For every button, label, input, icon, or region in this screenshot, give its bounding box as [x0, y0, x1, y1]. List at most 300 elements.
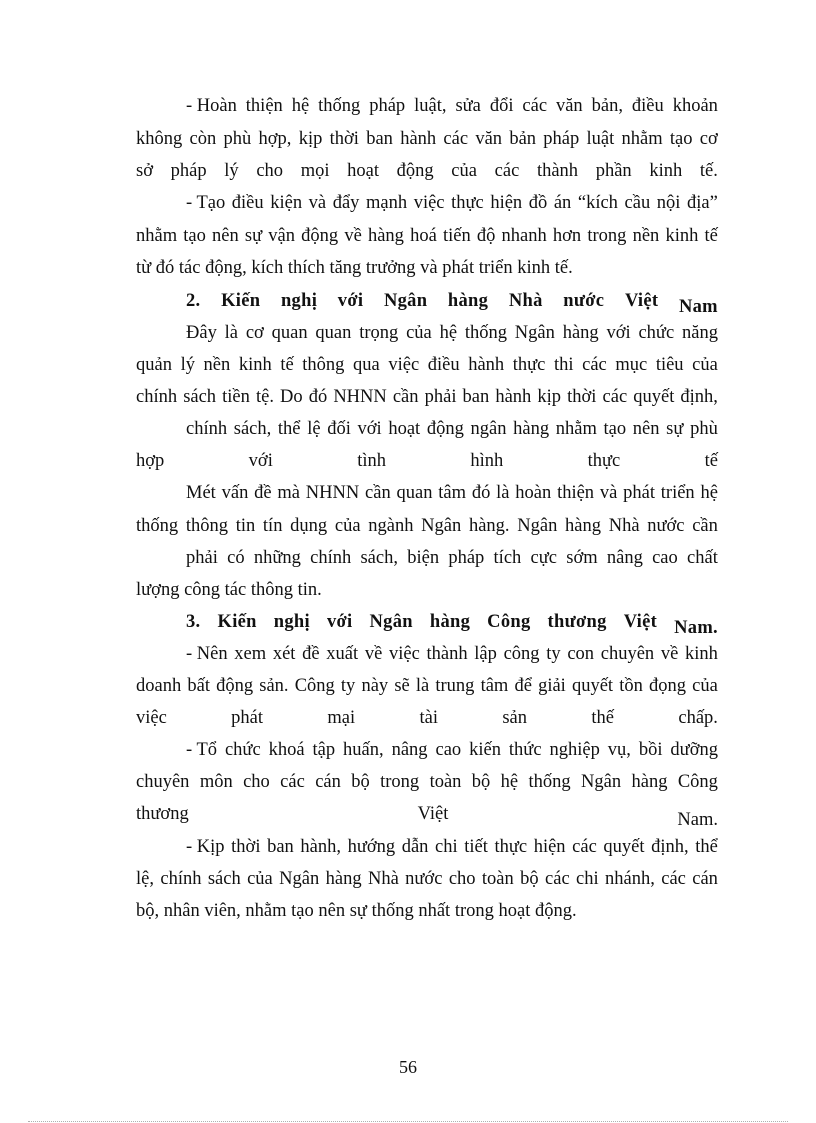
word: điều	[631, 96, 664, 116]
word: sự	[666, 419, 684, 439]
footer-dotted-rule	[28, 1121, 788, 1122]
word: còn	[189, 129, 217, 149]
word: vấn	[221, 483, 249, 503]
word: mà	[277, 483, 300, 503]
word: thiện	[557, 483, 595, 503]
word: kinh	[665, 226, 699, 246]
word: nhanh	[501, 226, 547, 246]
word: cho	[243, 772, 270, 792]
word: quan	[396, 483, 433, 503]
word: doanh	[136, 676, 182, 696]
word: - Tổ	[186, 740, 218, 760]
word: việc	[136, 708, 167, 728]
text-line	[136, 798, 718, 830]
word: nên	[632, 419, 660, 439]
word: cần	[692, 516, 718, 536]
word: bồi	[638, 740, 663, 760]
word: chi	[576, 869, 599, 889]
word: Ngân	[581, 772, 622, 792]
word: Ngân	[279, 869, 320, 889]
word: chuyên	[600, 644, 655, 664]
word: với	[326, 612, 353, 632]
word: tích	[493, 548, 522, 568]
word: đối	[327, 419, 351, 439]
page-number: 56	[399, 1057, 417, 1077]
word: hàng	[325, 869, 362, 889]
word: mạnh	[366, 193, 408, 213]
word: Công	[294, 676, 335, 696]
word: việc	[388, 355, 420, 375]
word: chức	[224, 740, 261, 760]
word: động	[301, 226, 339, 246]
word: khoá	[268, 740, 305, 760]
word: cán	[692, 869, 718, 889]
word: hoạt	[388, 419, 421, 439]
word: nghiệp	[549, 740, 600, 760]
word: nên	[212, 226, 239, 246]
word: Nhà	[508, 291, 543, 311]
word: chuyên	[136, 772, 190, 792]
word: thông	[185, 516, 228, 536]
word: thời	[231, 837, 261, 857]
text-line	[136, 381, 718, 413]
word: Kiến	[217, 612, 257, 632]
word: lý	[224, 161, 239, 181]
word: Kiến	[221, 291, 261, 311]
word: nước	[563, 291, 605, 311]
word: sản.	[259, 676, 289, 696]
text-line	[186, 734, 718, 766]
word: ban	[366, 129, 393, 149]
word: và	[599, 483, 618, 503]
word: bất	[187, 676, 210, 696]
word: việc	[389, 644, 420, 664]
word: 2.	[186, 291, 201, 311]
text-line	[136, 670, 718, 702]
word: là	[496, 483, 510, 503]
word: Ngân	[383, 291, 428, 311]
word: nền	[632, 226, 660, 246]
word: sách	[207, 869, 241, 889]
word: thực	[587, 451, 621, 471]
word: thời	[567, 387, 597, 407]
word: bộ	[471, 772, 491, 792]
word: thực	[451, 193, 484, 213]
word: các	[572, 837, 597, 857]
word: trung	[435, 676, 475, 696]
word: đề	[302, 644, 320, 664]
word: cầu	[624, 193, 651, 213]
word: về	[344, 226, 362, 246]
word: - Tạo	[186, 193, 226, 213]
word: toàn	[429, 772, 462, 792]
word: lượng công tác thông tin.	[136, 580, 322, 600]
word: tiền	[222, 387, 250, 407]
word: tiết	[464, 837, 488, 857]
word: tin	[235, 516, 256, 536]
word: ban	[267, 837, 294, 857]
word: thi	[554, 355, 574, 375]
word: dụng	[290, 516, 328, 536]
word: hoàn	[515, 483, 552, 503]
word: “kích	[577, 193, 618, 213]
word: Nam.	[674, 618, 718, 638]
text-line	[186, 831, 718, 863]
word: cơ	[699, 129, 718, 149]
word: chính	[136, 387, 178, 407]
text-line	[186, 413, 718, 445]
word: hàng	[513, 419, 550, 439]
word: Nhà	[367, 869, 399, 889]
word: kịp	[537, 387, 562, 407]
word: Việt	[417, 804, 449, 824]
word: là	[224, 323, 238, 343]
word: Ngân	[514, 323, 555, 343]
text-line	[186, 638, 718, 670]
word: biện	[407, 548, 440, 568]
word: hàng	[631, 772, 668, 792]
word: môn	[199, 772, 233, 792]
text-line	[136, 702, 718, 734]
word: chất	[687, 548, 718, 568]
word: trọng	[359, 323, 399, 343]
word: Đây	[186, 323, 217, 343]
word: - Hoàn	[186, 96, 237, 116]
word: chức	[638, 323, 675, 343]
word: sửa	[455, 96, 481, 116]
word: độ	[476, 226, 496, 246]
word: ty	[340, 676, 356, 696]
word: các	[602, 387, 628, 407]
word: sách	[183, 387, 217, 407]
word: cần	[365, 483, 391, 503]
word: các	[522, 96, 548, 116]
word: việc	[413, 193, 445, 213]
word: các	[280, 772, 305, 792]
word: tập	[312, 740, 336, 760]
word: thành	[536, 161, 579, 181]
word: tế	[704, 226, 718, 246]
word: thống	[318, 96, 361, 116]
word: nhánh,	[605, 869, 655, 889]
word: tâm	[438, 483, 467, 503]
word: của	[406, 323, 432, 343]
word: thể	[277, 419, 301, 439]
word: sản	[502, 708, 528, 728]
word: hành	[468, 355, 505, 375]
word: phần	[595, 161, 632, 181]
word: cần	[392, 387, 419, 407]
word: tế	[280, 355, 294, 375]
word: tâm	[480, 676, 509, 696]
word: mọi	[300, 161, 330, 181]
word: sách,	[360, 548, 398, 568]
word: cực	[530, 548, 557, 568]
text-line	[186, 187, 718, 219]
text-line	[186, 90, 718, 122]
word: nghị	[273, 612, 310, 632]
word: thông	[302, 355, 345, 375]
word: của	[692, 676, 718, 696]
word: kinh	[238, 355, 272, 375]
word: sớm	[566, 548, 598, 568]
word: cho	[448, 869, 476, 889]
word: hướng	[347, 837, 396, 857]
word: các	[661, 869, 686, 889]
word: đổi	[489, 96, 514, 116]
word: công	[503, 644, 540, 664]
word: tế.	[699, 161, 718, 181]
word: quan	[315, 323, 352, 343]
word: toàn	[481, 869, 514, 889]
word: thức	[508, 740, 542, 760]
word: kinh	[649, 161, 683, 181]
word: Nam	[678, 297, 718, 317]
word: thống	[464, 323, 507, 343]
word: phù	[690, 419, 718, 439]
word: về	[364, 644, 383, 664]
word: ty	[546, 644, 561, 664]
word: bản	[509, 129, 537, 149]
word: huấn,	[343, 740, 384, 760]
word: hình	[470, 451, 504, 471]
word: tiêu	[655, 355, 684, 375]
word: hợp,	[258, 129, 292, 149]
text-line	[136, 863, 718, 895]
word: chi	[435, 837, 458, 857]
word: với	[337, 291, 364, 311]
word: khoản	[672, 96, 718, 116]
word: hàng	[562, 323, 599, 343]
word: đó	[471, 483, 491, 503]
word: để	[514, 676, 532, 696]
word: dẫn	[401, 837, 429, 857]
word: hàng	[565, 516, 601, 536]
word: tiến	[442, 226, 471, 246]
word: với	[248, 451, 273, 471]
word: về	[660, 644, 679, 664]
word: sở	[136, 161, 153, 181]
word: luật	[586, 129, 615, 149]
word: hiện	[533, 837, 566, 857]
word: thương	[547, 612, 607, 632]
word: NHNN	[305, 483, 360, 503]
word: hàng.	[468, 516, 510, 536]
word: cán	[315, 772, 341, 792]
word: chính	[160, 869, 202, 889]
word: Ngân	[421, 516, 462, 536]
word: pháp	[369, 96, 406, 116]
word: bộ	[351, 772, 370, 792]
word: ngân	[470, 419, 507, 439]
word: tín	[262, 516, 283, 536]
word: quan	[271, 323, 308, 343]
word: tình	[357, 451, 386, 471]
word: kiện	[270, 193, 303, 213]
word: vận	[268, 226, 296, 246]
word: lý	[180, 355, 195, 375]
word: - Nên	[186, 644, 228, 664]
word: của	[247, 869, 273, 889]
word: động	[216, 676, 254, 696]
word: NHNN	[333, 387, 387, 407]
word: nhằm	[621, 129, 663, 149]
word: pháp	[543, 129, 580, 149]
word: các	[582, 355, 607, 375]
word: đề	[254, 483, 272, 503]
word: tài	[419, 708, 438, 728]
word: của	[334, 516, 361, 536]
word: nước	[405, 869, 443, 889]
word: nâng	[606, 548, 643, 568]
word: kiến	[469, 740, 501, 760]
word: thương	[136, 804, 189, 824]
word: đó	[308, 387, 328, 407]
word: trong	[380, 772, 420, 792]
word: qua	[353, 355, 380, 375]
word: hoạt	[347, 161, 379, 181]
word: ngành	[368, 516, 414, 536]
word: hành	[400, 129, 437, 149]
word: thể	[695, 837, 718, 857]
word: các	[494, 161, 520, 181]
text-line	[136, 895, 718, 927]
word: nhằm	[555, 419, 597, 439]
word: pháp	[170, 161, 207, 181]
word: với	[606, 323, 631, 343]
word: kịp	[298, 129, 323, 149]
word: quyết	[603, 837, 645, 857]
word: chấp.	[678, 708, 718, 728]
text-line	[186, 317, 718, 349]
word: đọng	[649, 676, 686, 696]
word: hệ	[700, 483, 718, 503]
word: nhằm	[136, 226, 178, 246]
word: triển	[660, 483, 695, 503]
word: hợp	[136, 451, 165, 471]
word: tệ.	[255, 387, 274, 407]
word: nền	[203, 355, 231, 375]
word: hệ	[500, 772, 519, 792]
word: động	[426, 419, 464, 439]
word: ban	[462, 387, 490, 407]
word: văn	[475, 129, 503, 149]
word: vụ,	[607, 740, 631, 760]
word: nghị	[280, 291, 318, 311]
word: thực	[512, 355, 546, 375]
word: Công	[677, 772, 718, 792]
text-line	[136, 766, 718, 798]
text-line	[186, 477, 718, 509]
word: luật,	[414, 96, 447, 116]
word: phải	[186, 548, 218, 568]
word: bộ	[520, 869, 539, 889]
text-line	[186, 542, 718, 574]
word: thống	[136, 516, 179, 536]
word: tồn	[619, 676, 643, 696]
word: án	[553, 193, 572, 213]
section-heading	[186, 606, 718, 638]
word: mục	[615, 355, 648, 375]
word: sách,	[233, 419, 272, 439]
word: Do	[280, 387, 303, 407]
word: năng	[681, 323, 718, 343]
word: điều	[427, 355, 460, 375]
word: kinh	[685, 644, 718, 664]
word: trong	[587, 226, 627, 246]
word: cao	[435, 740, 462, 760]
word: hiện	[490, 193, 523, 213]
word: phải	[424, 387, 457, 407]
word: - Kịp	[186, 837, 225, 857]
word: bộ, nhân viên, nhằm tạo nên sự thống nhất trong hoạt động.	[136, 901, 577, 921]
word: nội	[656, 193, 681, 213]
word: đồ	[528, 193, 548, 213]
word: tế	[704, 451, 718, 471]
word: sự	[244, 226, 263, 246]
word: thành	[426, 644, 468, 664]
text-line	[136, 252, 718, 284]
word: pháp	[448, 548, 485, 568]
word: chính	[310, 548, 352, 568]
word: có	[227, 548, 245, 568]
word: hơn	[552, 226, 582, 246]
word: không	[136, 129, 183, 149]
word: nước	[647, 516, 685, 536]
word: xuất	[326, 644, 359, 664]
word: hành	[495, 387, 532, 407]
word: lệ	[307, 419, 321, 439]
word: hệ	[439, 323, 458, 343]
word: giải	[538, 676, 566, 696]
word: thực	[494, 837, 528, 857]
word: Mét	[186, 483, 216, 503]
word: xét	[272, 644, 296, 664]
word: hành,	[300, 837, 341, 857]
word: Công	[487, 612, 531, 632]
word: phát	[231, 708, 264, 728]
word: quyết	[633, 387, 675, 407]
word: đẩy	[332, 193, 360, 213]
text-line	[136, 155, 718, 187]
word: của	[451, 161, 477, 181]
word: thiện	[245, 96, 283, 116]
word: lệ,	[136, 869, 154, 889]
word: phát	[623, 483, 655, 503]
word: dưỡng	[670, 740, 718, 760]
word: thời	[329, 129, 359, 149]
word: các	[545, 869, 570, 889]
word: cho	[256, 161, 284, 181]
word: tạo	[603, 419, 627, 439]
word: quản	[136, 355, 172, 375]
word: lập	[474, 644, 497, 664]
word: địa”	[687, 193, 718, 213]
word: này	[361, 676, 389, 696]
word: Việt	[623, 612, 658, 632]
word: hàng	[367, 226, 404, 246]
word: từ đó tác động, kích thích tăng trưởng và phát triển kinh tế.	[136, 258, 573, 278]
text-line	[136, 445, 718, 477]
text-line	[136, 220, 718, 252]
word: hệ	[291, 96, 310, 116]
word: hàng	[447, 291, 489, 311]
word: sẽ	[394, 676, 410, 696]
word: hàng	[429, 612, 471, 632]
word: cao	[652, 548, 678, 568]
word: của	[692, 355, 718, 375]
word: 3.	[186, 612, 201, 632]
